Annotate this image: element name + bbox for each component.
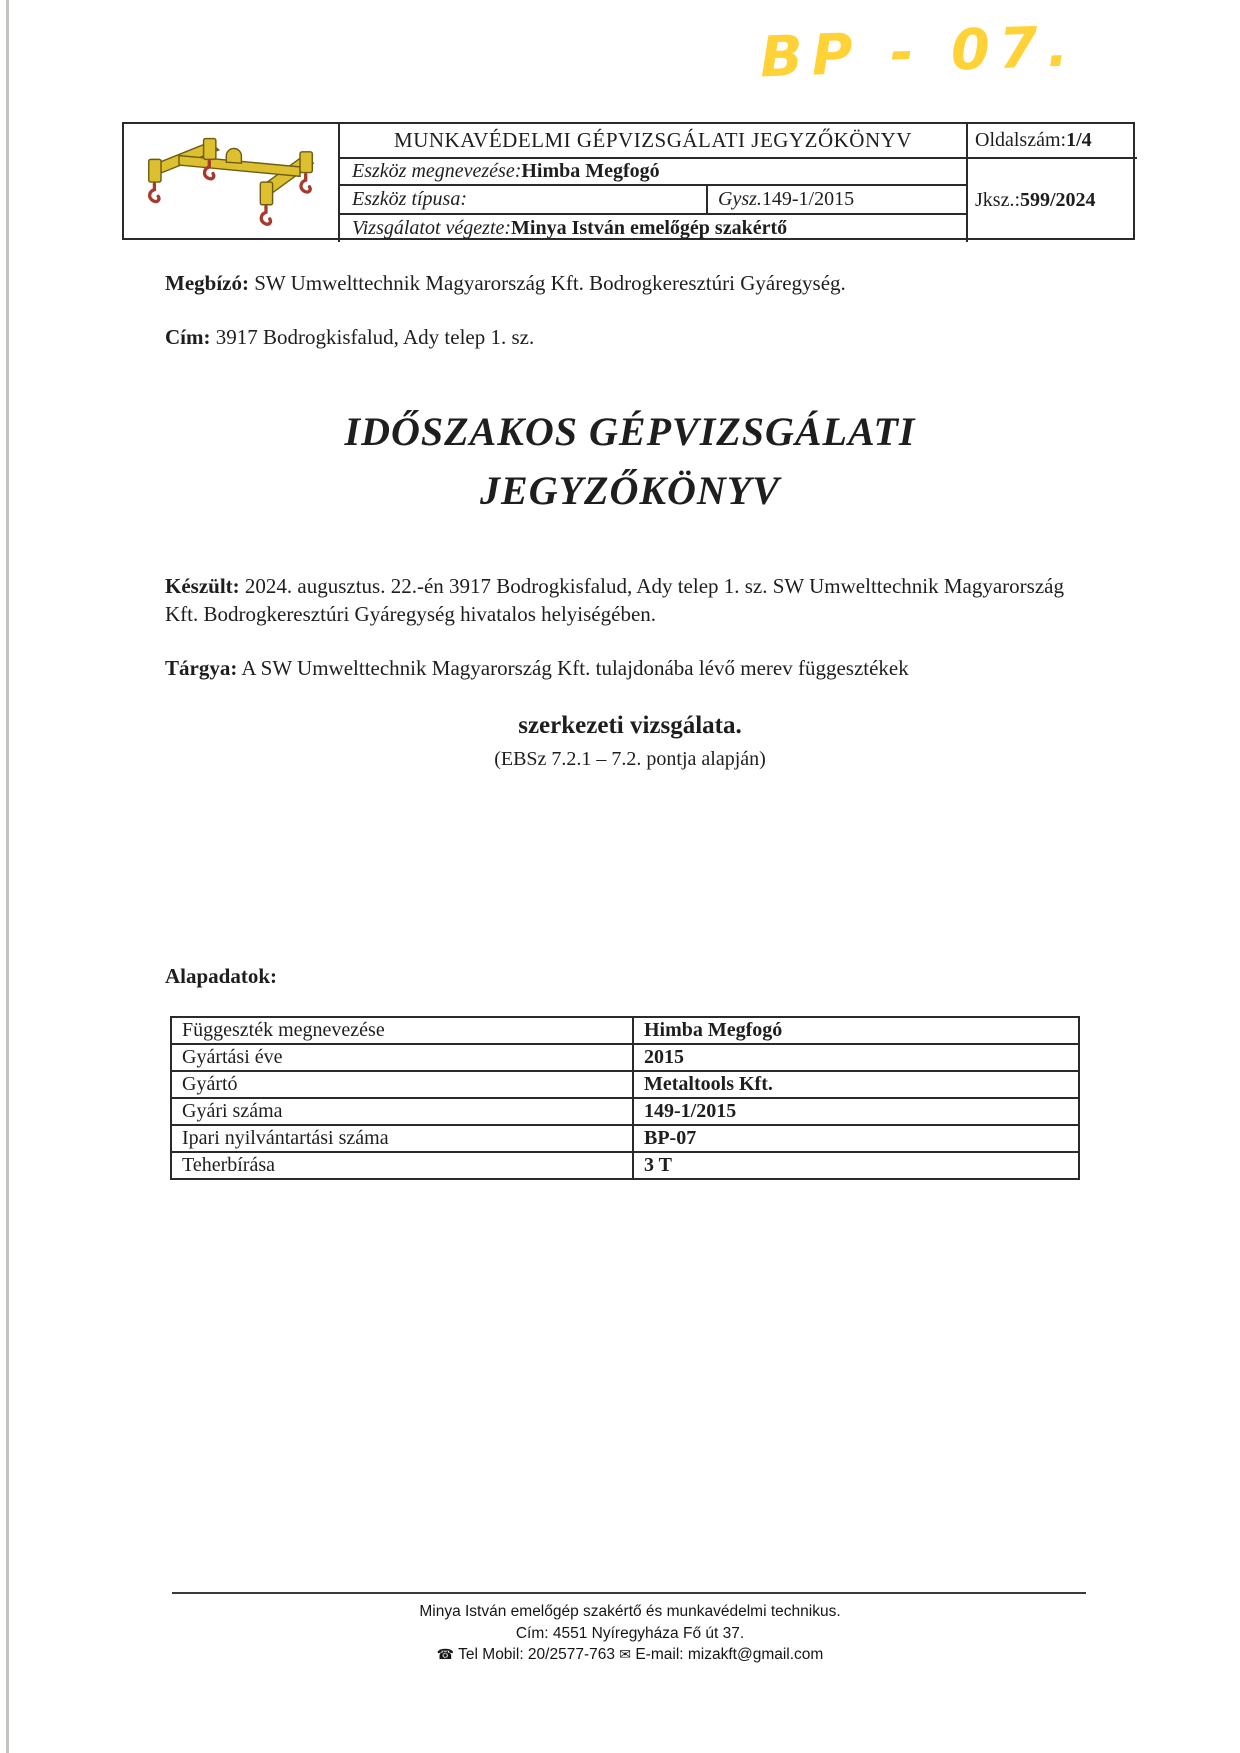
- table-row: [171, 1098, 1079, 1125]
- footer-line-2: Cím: 4551 Nyíregyháza Fő út 37.: [515, 1624, 745, 1642]
- email-icon: ✉: [619, 1646, 632, 1662]
- page-number-label: Oldalszám:: [975, 129, 1067, 151]
- main-title-line-1: IDŐSZAKOS GÉPVIZSGÁLATI: [344, 409, 916, 454]
- footer-line-3: [155, 1644, 1105, 1666]
- basic-data-table: [170, 1016, 1080, 1180]
- row-value: 149-1/2015: [633, 1098, 1079, 1125]
- factory-number-cell: [706, 186, 966, 213]
- factory-number-value: 149-1/2015: [761, 188, 855, 210]
- client-label: Megbízó:: [165, 271, 249, 295]
- footer-email: E-mail: mizakft@gmail.com: [635, 1646, 824, 1663]
- header-title: MUNKAVÉDELMI GÉPVIZSGÁLATI JEGYZŐKÖNYV: [340, 124, 966, 159]
- page-number-value: 1/4: [1066, 129, 1092, 151]
- inspector-label: Vizsgálatot végezte:: [352, 217, 512, 239]
- row-label: Ipari nyilvántartási száma: [171, 1125, 633, 1152]
- row-value: Himba Megfogó: [633, 1017, 1079, 1044]
- subject-value: A SW Umwelttechnik Magyarország Kft. tulajdonába lévő merev függesztékek: [241, 656, 909, 680]
- subject-paragraph: [165, 654, 1083, 682]
- device-name-value: Himba Megfogó: [521, 160, 660, 182]
- phone-icon: ☎: [436, 1646, 455, 1662]
- device-type-row: [340, 186, 966, 215]
- table-row: [171, 1071, 1079, 1098]
- device-type-cell: [340, 186, 706, 213]
- spreader-beam-illustration: [130, 131, 332, 235]
- made-label: Készült:: [165, 574, 240, 598]
- footer: [155, 1601, 1105, 1666]
- table-row: [171, 1125, 1079, 1152]
- row-label: Függeszték megnevezése: [171, 1017, 633, 1044]
- address-line: [165, 325, 534, 350]
- address-label: Cím:: [165, 325, 211, 349]
- handwritten-code: BP - 07.: [758, 14, 1079, 91]
- inspector-value: Minya István emelőgép szakértő: [511, 217, 788, 239]
- report-number-cell: [966, 159, 1137, 242]
- report-number-value: 599/2024: [1020, 189, 1096, 211]
- inspector-row: [340, 215, 966, 242]
- subject-label: Tárgya:: [165, 656, 238, 680]
- table-row: [171, 1152, 1079, 1179]
- made-value: 2024. augusztus. 22.-én 3917 Bodrogkisfalud, Ady telep 1. sz. SW Umwelttechnik Magyarország Kft. Bodrogkeresztúri Gyáregység hivatalos helyiségében.: [165, 574, 1064, 626]
- basic-data-heading: Alapadatok:: [165, 964, 278, 988]
- client-value: SW Umwelttechnik Magyarország Kft. Bodrogkeresztúri Gyáregység.: [254, 271, 846, 295]
- subject-reference: (EBSz 7.2.1 – 7.2. pontja alapján): [494, 748, 766, 770]
- table-row: [171, 1017, 1079, 1044]
- subject-emphasis: szerkezeti vizsgálata.: [518, 712, 742, 739]
- device-name-label: Eszköz megnevezése:: [352, 160, 522, 182]
- device-type-label: Eszköz típusa:: [352, 188, 467, 210]
- main-title: [165, 402, 1095, 520]
- footer-line-1: Minya István emelőgép szakértő és munkavédelmi technikus.: [419, 1603, 841, 1620]
- page-number-cell: [966, 124, 1137, 159]
- footer-phone: Tel Mobil: 20/2577-763: [458, 1646, 615, 1663]
- row-label: Teherbírása: [171, 1152, 633, 1179]
- client-line: [165, 271, 846, 296]
- row-value: BP-07: [633, 1125, 1079, 1152]
- row-value: 3 T: [633, 1152, 1079, 1179]
- row-value: Metaltools Kft.: [633, 1071, 1079, 1098]
- made-paragraph: [165, 572, 1083, 628]
- header-table: [122, 122, 1135, 240]
- row-label: Gyári száma: [171, 1098, 633, 1125]
- device-name-row: [340, 159, 966, 186]
- row-label: Gyártó: [171, 1071, 633, 1098]
- table-row: [171, 1044, 1079, 1071]
- factory-number-label: Gysz.: [718, 188, 762, 210]
- address-value: 3917 Bodrogkisfalud, Ady telep 1. sz.: [215, 325, 535, 349]
- footer-rule: [172, 1592, 1086, 1594]
- row-label: Gyártási éve: [171, 1044, 633, 1071]
- scan-edge-artifact: [6, 0, 9, 1753]
- report-number-label: Jksz.:: [975, 189, 1020, 211]
- main-title-line-2: JEGYZŐKÖNYV: [480, 468, 780, 513]
- row-value: 2015: [633, 1044, 1079, 1071]
- equipment-photo: [124, 124, 340, 242]
